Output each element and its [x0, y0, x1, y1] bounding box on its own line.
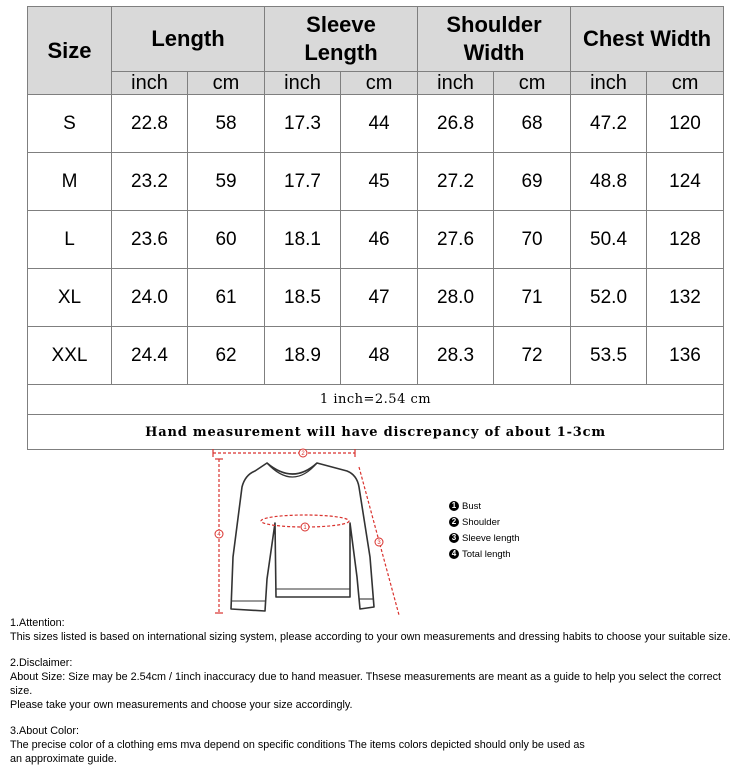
measurement-cell: 120 [647, 95, 724, 153]
measurement-cell: 28.0 [418, 269, 494, 327]
measurement-cell: 60 [188, 211, 265, 269]
legend-item-sleeve-length: 3 Sleeve length [449, 530, 520, 546]
size-chart-table [27, 6, 724, 450]
color-text: an approximate guide. [10, 753, 117, 765]
measurement-cell: 72 [494, 327, 571, 385]
measurement-cell: 23.6 [112, 211, 188, 269]
chest-width-header: Chest Width [571, 7, 724, 72]
measurement-cell: 50.4 [571, 211, 647, 269]
measurement-cell: 22.8 [112, 95, 188, 153]
color-text: The precise color of a clothing ems mva depend on specific conditions The items colors depicted should only be used as [10, 739, 585, 751]
shoulder-width-header: Shoulder Width [418, 7, 571, 72]
measurement-cell: 59 [188, 153, 265, 211]
size-cell: XXL [28, 327, 112, 385]
disclaimer-text: About Size: Size may be 2.54cm / 1inch inaccuracy due to hand measuer. Thsese measurements are meant as a guide to help you select the correct size. [10, 671, 721, 697]
disclaimer-text: Please take your own measurements and choose your size accordingly. [10, 699, 353, 711]
sweater-measurement-diagram [205, 445, 435, 620]
measurement-cell: 24.0 [112, 269, 188, 327]
unit-cell: cm [188, 72, 265, 95]
attention-text: This sizes listed is based on international sizing system, please according to your own measurements and dressing habits to choose your suitable size. [10, 631, 731, 643]
unit-row [28, 72, 724, 95]
measurement-note: Hand measurement will have discrepancy of about 1-3cm [28, 415, 724, 450]
measurement-cell: 128 [647, 211, 724, 269]
measurement-cell: 47 [341, 269, 418, 327]
marker-bust: 1 [303, 525, 307, 531]
measurement-cell: 17.3 [265, 95, 341, 153]
table-row [28, 95, 724, 153]
number-badge-icon: 4 [449, 549, 459, 559]
number-badge-icon: 1 [449, 501, 459, 511]
measurement-cell: 61 [188, 269, 265, 327]
measurement-cell: 47.2 [571, 95, 647, 153]
measurement-cell: 18.5 [265, 269, 341, 327]
measurement-cell: 18.9 [265, 327, 341, 385]
unit-cell: cm [494, 72, 571, 95]
unit-cell: inch [112, 72, 188, 95]
unit-cell: cm [647, 72, 724, 95]
measurement-cell: 27.6 [418, 211, 494, 269]
measurement-cell: 17.7 [265, 153, 341, 211]
conversion-note: 1 inch=2.54 cm [28, 385, 724, 415]
number-badge-icon: 2 [449, 517, 459, 527]
table-row [28, 269, 724, 327]
measurement-cell: 53.5 [571, 327, 647, 385]
diagram-legend [449, 498, 520, 562]
size-cell: XL [28, 269, 112, 327]
measurement-cell: 27.2 [418, 153, 494, 211]
table-row [28, 153, 724, 211]
sleeve-length-header: Sleeve Length [265, 7, 418, 72]
size-header: Size [28, 7, 112, 95]
table-row [28, 327, 724, 385]
size-cell: M [28, 153, 112, 211]
number-badge-icon: 3 [449, 533, 459, 543]
measurement-cell: 124 [647, 153, 724, 211]
measurement-cell: 18.1 [265, 211, 341, 269]
measurement-cell: 26.8 [418, 95, 494, 153]
measurement-cell: 24.4 [112, 327, 188, 385]
conversion-note-row [28, 385, 724, 415]
measurement-cell: 136 [647, 327, 724, 385]
measurement-cell: 46 [341, 211, 418, 269]
size-cell: S [28, 95, 112, 153]
measurement-cell: 62 [188, 327, 265, 385]
measure-lines [213, 453, 399, 615]
measurement-cell: 28.3 [418, 327, 494, 385]
legend-item-total-length: 4 Total length [449, 546, 520, 562]
legend-item-bust: 1 Bust [449, 498, 520, 514]
sweater-outline [231, 463, 374, 611]
color-title: 3.About Color: [10, 725, 80, 737]
unit-cell: inch [571, 72, 647, 95]
marker-sleeve-length: 3 [377, 540, 381, 546]
measurement-cell: 58 [188, 95, 265, 153]
measurement-cell: 68 [494, 95, 571, 153]
length-header: Length [112, 7, 265, 72]
disclaimer-title: 2.Disclaimer: [10, 657, 73, 669]
header-row [28, 7, 724, 72]
measurement-cell: 45 [341, 153, 418, 211]
measurement-cell: 23.2 [112, 153, 188, 211]
table-row [28, 211, 724, 269]
notes-section [10, 616, 745, 766]
measurement-cell: 52.0 [571, 269, 647, 327]
unit-cell: inch [265, 72, 341, 95]
measurement-cell: 71 [494, 269, 571, 327]
measurement-cell: 69 [494, 153, 571, 211]
legend-item-shoulder: 2 Shoulder [449, 514, 520, 530]
attention-title: 1.Attention: [10, 617, 65, 629]
measurement-cell: 132 [647, 269, 724, 327]
unit-cell: cm [341, 72, 418, 95]
unit-cell: inch [418, 72, 494, 95]
measurement-cell: 48.8 [571, 153, 647, 211]
size-cell: L [28, 211, 112, 269]
measurement-cell: 44 [341, 95, 418, 153]
measurement-cell: 48 [341, 327, 418, 385]
marker-shoulder: 2 [301, 451, 305, 457]
measurement-cell: 70 [494, 211, 571, 269]
marker-total-length: 4 [217, 532, 221, 538]
